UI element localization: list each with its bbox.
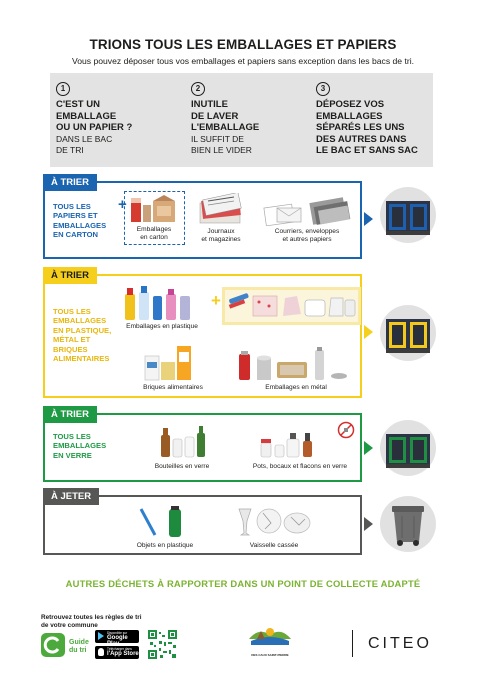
broken-dishes-icon xyxy=(235,505,315,539)
play-icon xyxy=(98,632,104,640)
extended-packaging-group xyxy=(222,287,361,325)
citeo-logo: CITEO xyxy=(368,635,432,652)
page-title: TRIONS TOUS LES EMBALLAGES ET PAPIERS xyxy=(89,37,397,52)
step-text: DES AUTRES DANS xyxy=(316,133,407,145)
section-tag: À TRIER xyxy=(43,174,97,191)
step-text: IL SUFFIT DE xyxy=(191,133,244,144)
caption: Courriers, enveloppes et autres papiers xyxy=(274,228,340,243)
recycle-c-icon xyxy=(41,633,65,657)
step-text: SÉPARÉS LES UNS xyxy=(316,122,405,133)
step-1 xyxy=(56,82,132,157)
section-label: TOUS LES EMBALLAGES EN VERRE xyxy=(53,432,107,460)
arrow-icon xyxy=(364,441,373,455)
glass-bottles-icon xyxy=(157,425,209,459)
step-text: DÉPOSEZ VOS xyxy=(316,99,385,110)
carton-packaging-icon xyxy=(125,192,183,226)
commune-logo xyxy=(247,625,293,651)
step-number: 3 xyxy=(316,82,330,96)
step-text: DE LAVER xyxy=(191,110,239,122)
caption: Emballages en métal xyxy=(265,384,327,391)
blue-bin-icon xyxy=(380,187,436,243)
divider xyxy=(352,630,353,657)
caption: Briques alimentaires xyxy=(143,384,203,391)
bin-circle xyxy=(380,420,436,476)
step-number: 2 xyxy=(191,82,205,96)
app-name: Guide du tri xyxy=(69,639,89,655)
section-trash xyxy=(43,491,362,555)
step-number: 1 xyxy=(56,82,70,96)
badge-small-text: Télécharger dans xyxy=(107,646,132,651)
caption: Vaisselle cassée xyxy=(249,542,299,549)
section-label: TOUS LES EMBALLAGES EN PLASTIQUE, MÉTAL ET BRIQUES ALIMENTAIRES xyxy=(53,307,112,364)
qr-code-icon[interactable] xyxy=(148,630,177,659)
plus-icon: + xyxy=(211,291,221,310)
step-text: EMBALLAGE xyxy=(56,110,117,122)
footer-headline: AUTRES DÉCHETS À RAPPORTER DANS UN POINT DE COLLECTE ADAPTÉ xyxy=(65,578,421,589)
carton-group xyxy=(124,191,185,245)
no-lid-icon xyxy=(337,421,355,439)
commune-caption: DES CAUX SAINT-PIERRE xyxy=(251,653,289,657)
page-subtitle: Vous pouvez déposer tous vos emballages et papiers sans exception dans les bacs de tri. xyxy=(71,56,415,66)
section-tag: À TRIER xyxy=(43,267,97,284)
step-text: EMBALLAGES xyxy=(316,110,383,122)
caption: Journaux et magazines xyxy=(201,228,241,243)
mail-papers-icon xyxy=(263,196,353,226)
arrow-icon xyxy=(364,517,373,531)
green-bin-icon xyxy=(380,420,436,476)
metal-packaging-icon xyxy=(235,346,353,382)
section-tag: À JETER xyxy=(43,488,99,505)
bin-circle xyxy=(380,496,436,552)
step-3 xyxy=(316,82,418,157)
badge-big-text: l'App Store xyxy=(107,650,139,657)
badge-small-text: Disponible sur xyxy=(107,630,128,635)
arrow-icon xyxy=(364,325,373,339)
google-play-badge[interactable] xyxy=(95,630,139,647)
step-2 xyxy=(191,82,259,157)
section-papers xyxy=(43,177,362,259)
newspaper-icon xyxy=(198,193,244,225)
glass-jars-icon xyxy=(257,427,323,459)
step-text: C'EST UN xyxy=(56,99,100,110)
plus-icon: + xyxy=(118,196,127,213)
grey-bin-icon xyxy=(380,496,436,552)
caption: Pots, bocaux et flacons en verre xyxy=(252,463,348,470)
section-packaging xyxy=(43,270,362,398)
caption: Emballages en plastique xyxy=(126,323,198,330)
app-store-badge[interactable] xyxy=(95,646,139,659)
arrow-icon xyxy=(364,212,373,226)
rules-text: Retrouvez toutes les règles de tri de votre commune xyxy=(41,614,142,629)
step-text: L'EMBALLAGE xyxy=(191,122,260,133)
bin-circle xyxy=(380,187,436,243)
steps-banner xyxy=(50,73,433,167)
section-glass xyxy=(43,409,362,482)
step-text: DE TRI xyxy=(56,145,84,155)
food-cartons-icon xyxy=(141,342,197,382)
step-text: BIEN LE VIDER xyxy=(191,145,252,155)
caption: Objets en plastique xyxy=(136,542,194,549)
guide-du-tri-app-icon[interactable] xyxy=(41,633,65,657)
step-text: INUTILE xyxy=(191,99,228,110)
caption: Bouteilles en verre xyxy=(154,463,210,470)
step-text: DANS LE BAC xyxy=(56,133,113,144)
step-text: LE BAC ET SANS SAC xyxy=(316,145,418,156)
plastic-films-pots-icon xyxy=(225,290,358,322)
apple-icon xyxy=(98,648,104,656)
step-text: OU UN PAPIER ? xyxy=(56,122,133,133)
plastic-objects-icon xyxy=(137,505,189,539)
badge-big-text: Google Play xyxy=(107,634,128,647)
section-label: TOUS LES PAPIERS ET EMBALLAGES EN CARTON xyxy=(53,202,107,240)
plastic-bottles-icon xyxy=(122,282,198,322)
section-tag: À TRIER xyxy=(43,406,97,423)
bin-circle xyxy=(380,305,436,361)
caption: Emballages en carton xyxy=(136,226,172,241)
yellow-bin-icon xyxy=(380,305,436,361)
